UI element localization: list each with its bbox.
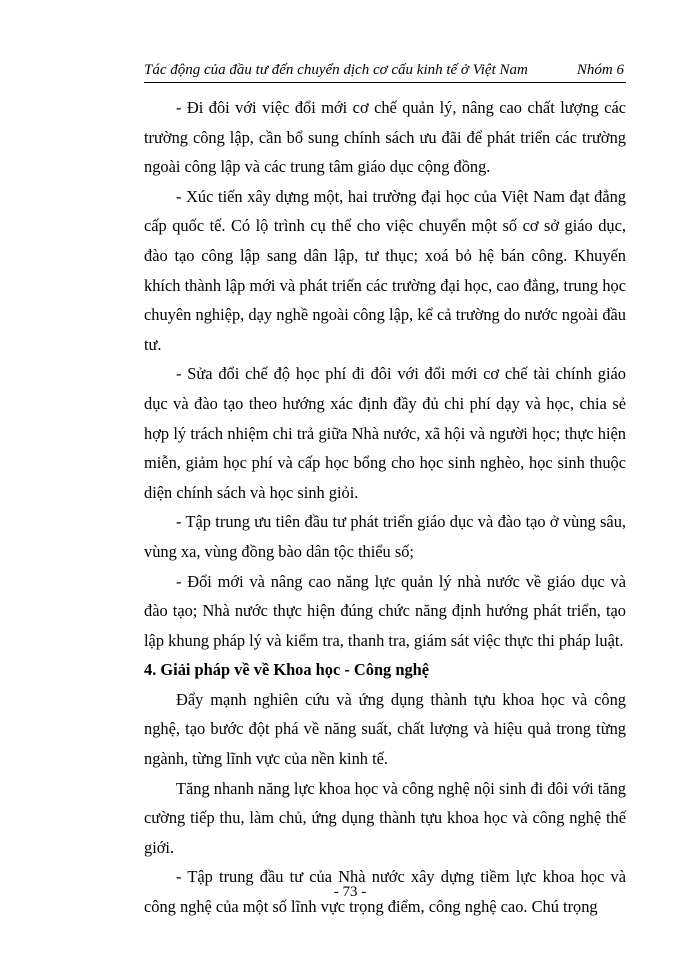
paragraph: - Xúc tiến xây dựng một, hai trường đại học của Việt Nam đạt đẳng cấp quốc tế. Có lộ trình cụ thể cho việc chuyển một số cơ sở giáo dục, đào tạo công lập sang dân lập, tư thục; xoá bỏ hệ bán công. Khuyến khích thành lập mới và phát triển các trường đại học, cao đẳng, trung học chuyên nghiệp, dạy nghề ngoài công lập, kể cả trường do nước ngoài đầu tư.: [144, 186, 626, 354]
document-body: [144, 93, 626, 922]
page-number: - 73 -: [333, 884, 367, 900]
paragraph: - Sửa đổi chế độ học phí đi đôi với đổi mới cơ chế tài chính giáo dục và đào tạo theo hướng xác định đầy đủ chi phí dạy và học, chia sẻ hợp lý trách nhiệm chi trả giữa Nhà nước, xã hội và người học; thực hiện miễn, giảm học phí và cấp học bổng cho học sinh nghèo, học sinh thuộc diện chính sách và học sinh giỏi.: [144, 364, 626, 502]
paragraph: - Đi đôi với việc đổi mới cơ chế quản lý, nâng cao chất lượng các trường công lập, cần bổ sung chính sách ưu đãi để phát triển các trường ngoài công lập và các trung tâm giáo dục cộng đồng.: [144, 98, 626, 177]
paragraph: Tăng nhanh năng lực khoa học và công nghệ nội sinh đi đôi với tăng cường tiếp thu, làm chủ, ứng dụng thành tựu khoa học và công nghệ thế giới.: [144, 778, 626, 857]
header-title: Tác động của đầu tư đến chuyển dịch cơ cấu kinh tế ở Việt Nam: [144, 62, 528, 78]
paragraph: Đẩy mạnh nghiên cứu và ứng dụng thành tựu khoa học và công nghệ, tạo bước đột phá về năng suất, chất lượng và hiệu quả trong từng ngành, từng lĩnh vực của nền kinh tế.: [144, 689, 626, 769]
paragraph: - Tập trung đầu tư của Nhà nước xây dựng tiềm lực khoa học và công nghệ của một số lĩnh vực trọng điểm, công nghệ cao. Chú trọng: [144, 867, 626, 917]
header-group: Nhóm 6: [576, 62, 624, 78]
running-header: [144, 60, 626, 83]
paragraph: - Đổi mới và nâng cao năng lực quản lý nhà nước về giáo dục và đào tạo; Nhà nước thực hiện đúng chức năng định hướng phát triển, tạo lập khung pháp lý và kiểm tra, thanh tra, giám sát việc thực thi pháp luật.: [144, 571, 626, 650]
section-heading: 4. Giải pháp về về Khoa học - Công nghệ: [144, 660, 430, 680]
paragraph: - Tập trung ưu tiên đầu tư phát triển giáo dục và đào tạo ở vùng sâu, vùng xa, vùng đồng bào dân tộc thiểu số;: [144, 512, 626, 561]
